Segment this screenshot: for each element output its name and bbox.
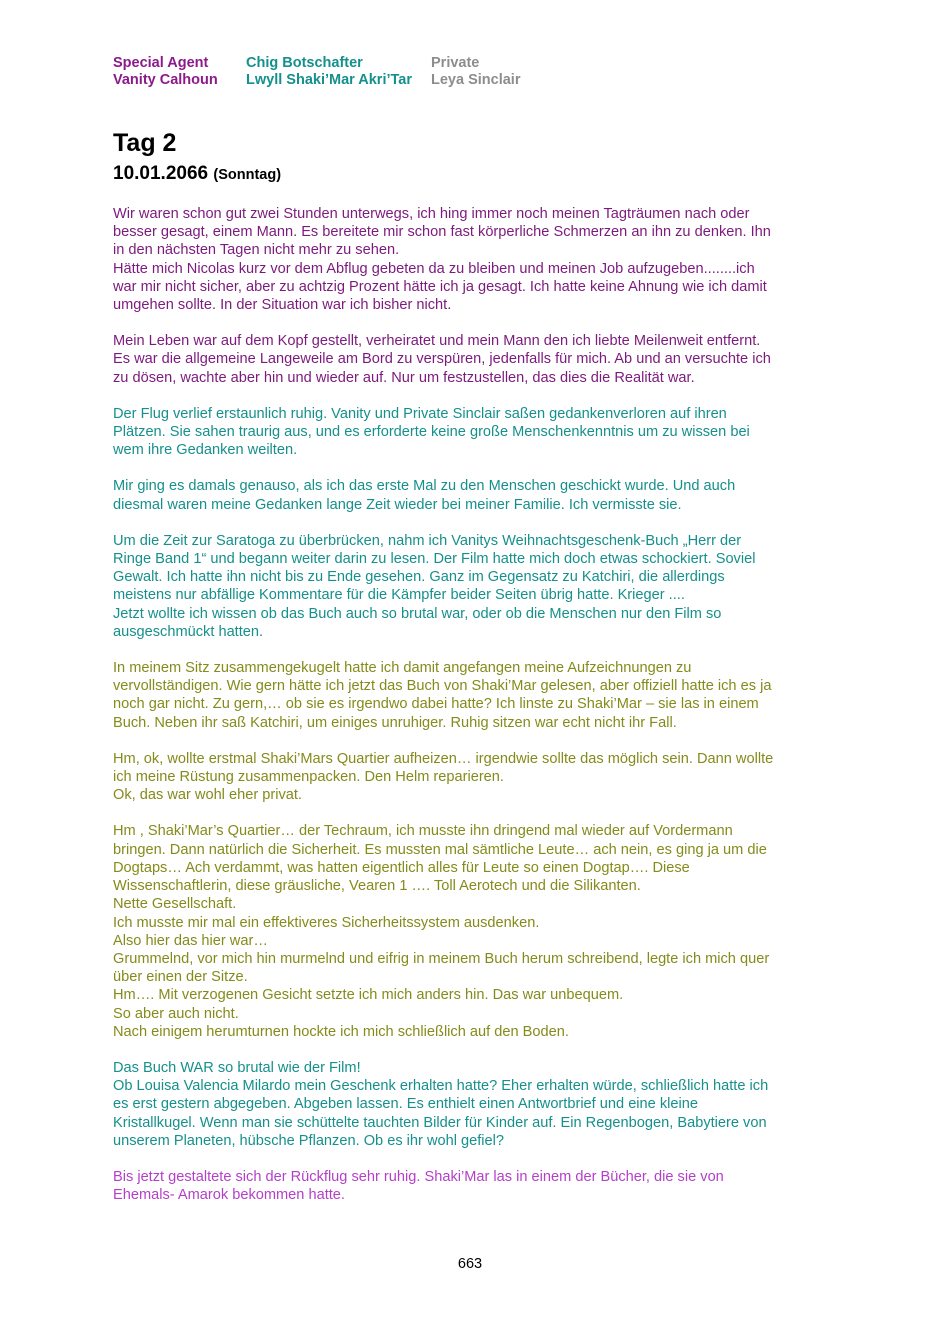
paragraph xyxy=(113,1168,843,1204)
text-line: Hm…. Mit verzogenen Gesicht setzte ich mich anders hin. Das war unbequem. xyxy=(113,987,624,1004)
text-line: zu dösen, wachte aber hin und wieder auf. Nur um festzustellen, das dies die Realität war. xyxy=(113,369,695,386)
text-line: Ob Louisa Valencia Milardo mein Geschenk erhalten hatte? Eher erhalten würde, schließlich hatte ich xyxy=(113,1078,769,1095)
text-line: Gewalt. Ich hatte ihn nicht bis zu Ende gesehen. Ganz im Gegensatz zu Katchiri, die allerdings xyxy=(113,569,725,586)
text-line: Grummelnd, vor mich hin murmelnd und eifrig in meinem Buch herum schreibend, legte ich mich quer xyxy=(113,950,770,967)
text-line: Mir ging es damals genauso, als ich das erste Mal zu den Menschen geschickt wurde. Und auch xyxy=(113,478,736,495)
paragraph xyxy=(113,332,843,387)
text-line: Plätzen. Sie sahen traurig aus, und es erforderte keine große Menschenkenntnis um zu wissen bei xyxy=(113,424,750,441)
text-line: Hm , Shaki’Mar’s Quartier… der Techraum, ich musste ihn dringend mal wieder auf Vordermann xyxy=(113,823,733,840)
text-line: in den nächsten Tagen nicht mehr zu sehen. xyxy=(113,242,400,259)
paragraph xyxy=(113,477,843,513)
paragraph xyxy=(113,1059,843,1150)
legend-ambassador xyxy=(246,55,431,89)
character-legend xyxy=(113,55,520,89)
text-line: Kristallkugel. Wenn man sie schüttelte tauchten Bilder für Kinder auf. Ein Regenbogen, Babytiere von xyxy=(113,1114,767,1131)
legend-ambassador-rank: Chig Botschafter xyxy=(246,55,363,71)
paragraph xyxy=(113,405,843,460)
paragraph xyxy=(113,822,843,1040)
text-line: Also hier das hier war… xyxy=(113,932,268,949)
text-line: meistens nur abfällige Kommentare für die Kämpfer beider Seiten übrig hatte. Krieger .... xyxy=(113,587,685,604)
legend-agent-name: Vanity Calhoun xyxy=(113,72,218,88)
paragraph xyxy=(113,532,843,641)
text-line: Bis jetzt gestaltete sich der Rückflug sehr ruhig. Shaki’Mar las in einem der Bücher, die sie von xyxy=(113,1168,724,1185)
text-line: Hätte mich Nicolas kurz vor dem Abflug gebeten da zu bleiben und meinen Job aufzugeben........ich xyxy=(113,260,755,277)
text-line: Dogtaps… Ach verdammt, was hatten eigentlich alles für Leute so einen Dogtap…. Diese xyxy=(113,859,690,876)
text-line: noch gar nicht. Zu gern,… ob sie es irgendwo dabei hatte? Ich linste zu Shaki’Mar – sie las in einem xyxy=(113,696,759,713)
text-line: über einen der Sitze. xyxy=(113,969,248,986)
text-line: Hm, ok, wollte erstmal Shaki’Mars Quartier aufheizen… irgendwie sollte das möglich sein. Dann wollte xyxy=(113,750,774,767)
text-line: Wir waren schon gut zwei Stunden unterwegs, ich hing immer noch meinen Tagträumen nach oder xyxy=(113,206,750,222)
text-line: Ehemals- Amarok bekommen hatte. xyxy=(113,1187,345,1204)
text-line: In meinem Sitz zusammengekugelt hatte ich damit angefangen meine Aufzeichnungen zu xyxy=(113,660,692,677)
text-line: Es war die allgemeine Langeweile am Bord zu verspüren, jedenfalls für mich. Ab und an versuchte ich xyxy=(113,351,771,368)
text-line: es erst gestern abgegeben. Abgeben lassen. Es enthielt einen Antwortbrief und eine kleine xyxy=(113,1096,698,1113)
text-line: Buch. Neben ihr saß Katchiri, um einiges unruhiger. Ruhig sitzen war echt nicht ihr Fall. xyxy=(113,714,677,731)
story-text xyxy=(113,205,843,1222)
text-line: ausgeschmückt hatten. xyxy=(113,623,264,640)
text-line: Wissenschaftlerin, diese gräusliche, Vearen 1 …. Toll Aerotech und die Silikanten. xyxy=(113,878,641,895)
legend-private-rank: Private xyxy=(431,55,480,71)
text-line: Der Flug verlief erstaunlich ruhig. Vanity und Private Sinclair saßen gedankenverloren auf ihren xyxy=(113,405,727,422)
text-line: Ok, das war wohl eher privat. xyxy=(113,787,302,804)
date-value: 10.01.2066 xyxy=(113,163,209,184)
text-line: umgehen sollte. In der Situation war ich bisher nicht. xyxy=(113,297,452,314)
chapter-date xyxy=(113,162,281,187)
text-line: Das Buch WAR so brutal wie der Film! xyxy=(113,1059,361,1076)
text-line: So aber auch nicht. xyxy=(113,1005,239,1022)
text-line: vervollständigen. Wie gern hätte ich jetzt das Buch von Shaki’Mar gelesen, aber offiziell hatte ich es ja xyxy=(113,678,772,695)
paragraph xyxy=(113,750,843,805)
text-line: unserem Planeten, hübsche Pflanzen. Ob es ihr wohl gefiel? xyxy=(113,1132,505,1149)
text-line: Um die Zeit zur Saratoga zu überbrücken, nahm ich Vanitys Weihnachtsgeschenk-Buch „Herr der xyxy=(113,532,742,549)
text-line: bringen. Dann natürlich die Sicherheit. Es mussten mal sämtliche Leute… ach nein, es ging ja um die xyxy=(113,841,767,858)
text-line: Jetzt wollte ich wissen ob das Buch auch so brutal war, oder ob die Menschen nur den Film so xyxy=(113,605,722,622)
legend-ambassador-name: Lwyll Shaki’Mar Akri’Tar xyxy=(246,72,412,88)
paragraph xyxy=(113,659,843,732)
text-line: diesmal waren meine Gedanken lange Zeit wieder bei meiner Familie. Ich vermisste sie. xyxy=(113,496,682,513)
legend-agent xyxy=(113,55,246,89)
text-line: Mein Leben war auf dem Kopf gestellt, verheiratet und mein Mann den ich liebte Meilenweit entfernt. xyxy=(113,333,761,350)
text-line: war mir nicht sicher, aber zu achtzig Prozent hätte ich ja gesagt. Ich hatte keine Ahnung wie ich damit xyxy=(113,278,767,295)
legend-private xyxy=(431,55,520,89)
text-line: ich meine Rüstung zusammenpacken. Den Helm reparieren. xyxy=(113,769,504,786)
text-line: Nach einigem herumturnen hockte ich mich schließlich auf den Boden. xyxy=(113,1023,569,1040)
page-number: 663 xyxy=(457,1256,483,1272)
paragraph xyxy=(113,205,843,314)
legend-private-name: Leya Sinclair xyxy=(431,72,521,88)
legend-agent-rank: Special Agent xyxy=(113,55,209,71)
date-weekday: (Sonntag) xyxy=(213,167,282,183)
text-line: Ringe Band 1“ und begann weiter darin zu lesen. Der Film hatte mich doch etwas schockiert. Soviel xyxy=(113,551,756,568)
text-line: Ich musste mir mal ein effektiveres Sicherheitssystem ausdenken. xyxy=(113,914,540,931)
text-line: wem ihre Gedanken weilten. xyxy=(113,442,298,459)
chapter-title: Tag 2 xyxy=(113,129,177,157)
text-line: Nette Gesellschaft. xyxy=(113,896,237,913)
text-line: besser gesagt, einem Mann. Es bereitete mir schon fast körperliche Schmerzen an ihn zu denken. Ihn xyxy=(113,224,771,241)
